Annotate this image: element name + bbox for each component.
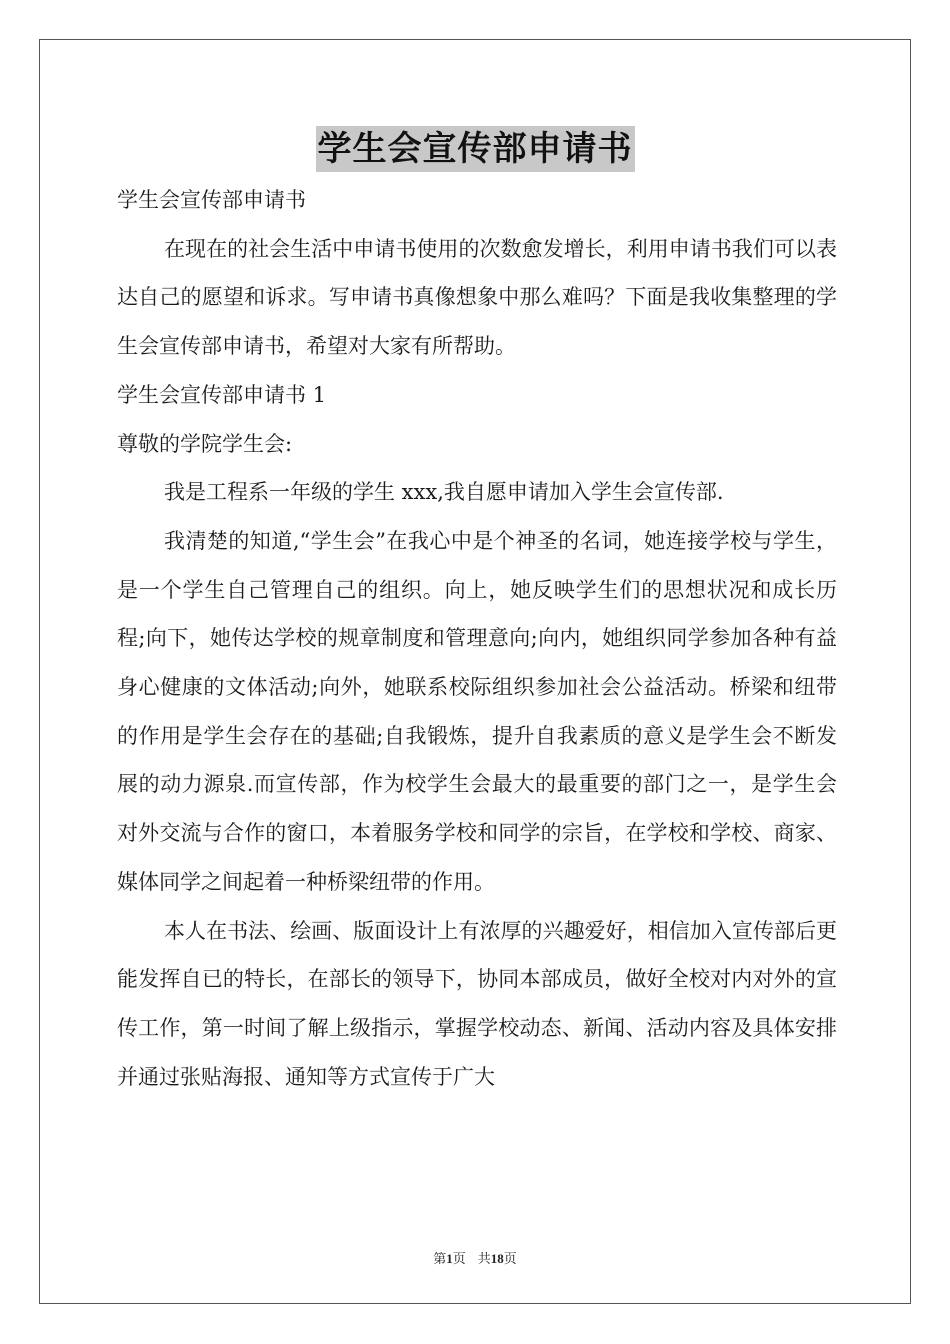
total-prefix: 共 (477, 1251, 491, 1266)
body-paragraph: 我是工程系一年级的学生 xxx,我自愿申请加入学生会宣传部. (164, 480, 724, 505)
page-current: 1 (446, 1251, 453, 1266)
body-paragraph: 本人在书法、绘画、版面设计上有浓厚的兴趣爱好，相信加入宣传部后更能发挥自已的特长，在部长的领导下，协同本部成员，做好全校对内对外的宣传工作，第一时间了解上级指示，掌握学校动态、新闻、活动内容及具体安排并通过张贴海报、通知等方式宣传于广大 (117, 918, 837, 1089)
salutation: 尊敬的学院学生会: (117, 431, 293, 456)
subtitle-line: 学生会宣传部申请书 (117, 188, 306, 212)
intro-paragraph: 在现在的社会生活中申请书使用的次数愈发增长，利用申请书我们可以表达自己的愿望和诉求。写申请书真像想象中那么难吗？下面是我收集整理的学生会宣传部申请书，希望对大家有所帮助。 (117, 236, 837, 359)
page-suffix: 页 (452, 1251, 466, 1266)
total-suffix: 页 (503, 1251, 517, 1266)
page-footer (0, 1248, 950, 1267)
body-paragraph: 我清楚的知道,“学生会”在我心中是个神圣的名词，她连接学校与学生，是一个学生自己管理自己的组织。向上，她反映学生们的思想状况和成长历程;向下，她传达学校的规章制度和管理意向;向内，她组织同学参加各种有益身心健康的文体活动;向外，她联系校际组织参加社会公益活动。桥梁和纽带的作用是学生会存在的基础;自我锻炼，提升自我素质的意义是学生会不断发展的动力源泉.而宣传部，作为校学生会最大的最重要的部门之一，是学生会对外交流与合作的窗口，本着服务学校和同学的宗旨，在学校和学校、商家、媒体同学之间起着一种桥梁纽带的作用。 (117, 528, 837, 894)
section-heading: 学生会宣传部申请书 1 (117, 382, 327, 407)
document-title: 学生会宣传部申请书 (316, 126, 635, 172)
document-body (117, 176, 837, 1101)
page-prefix: 第 (433, 1251, 447, 1266)
page-total: 18 (490, 1251, 504, 1266)
title-container (0, 126, 950, 172)
